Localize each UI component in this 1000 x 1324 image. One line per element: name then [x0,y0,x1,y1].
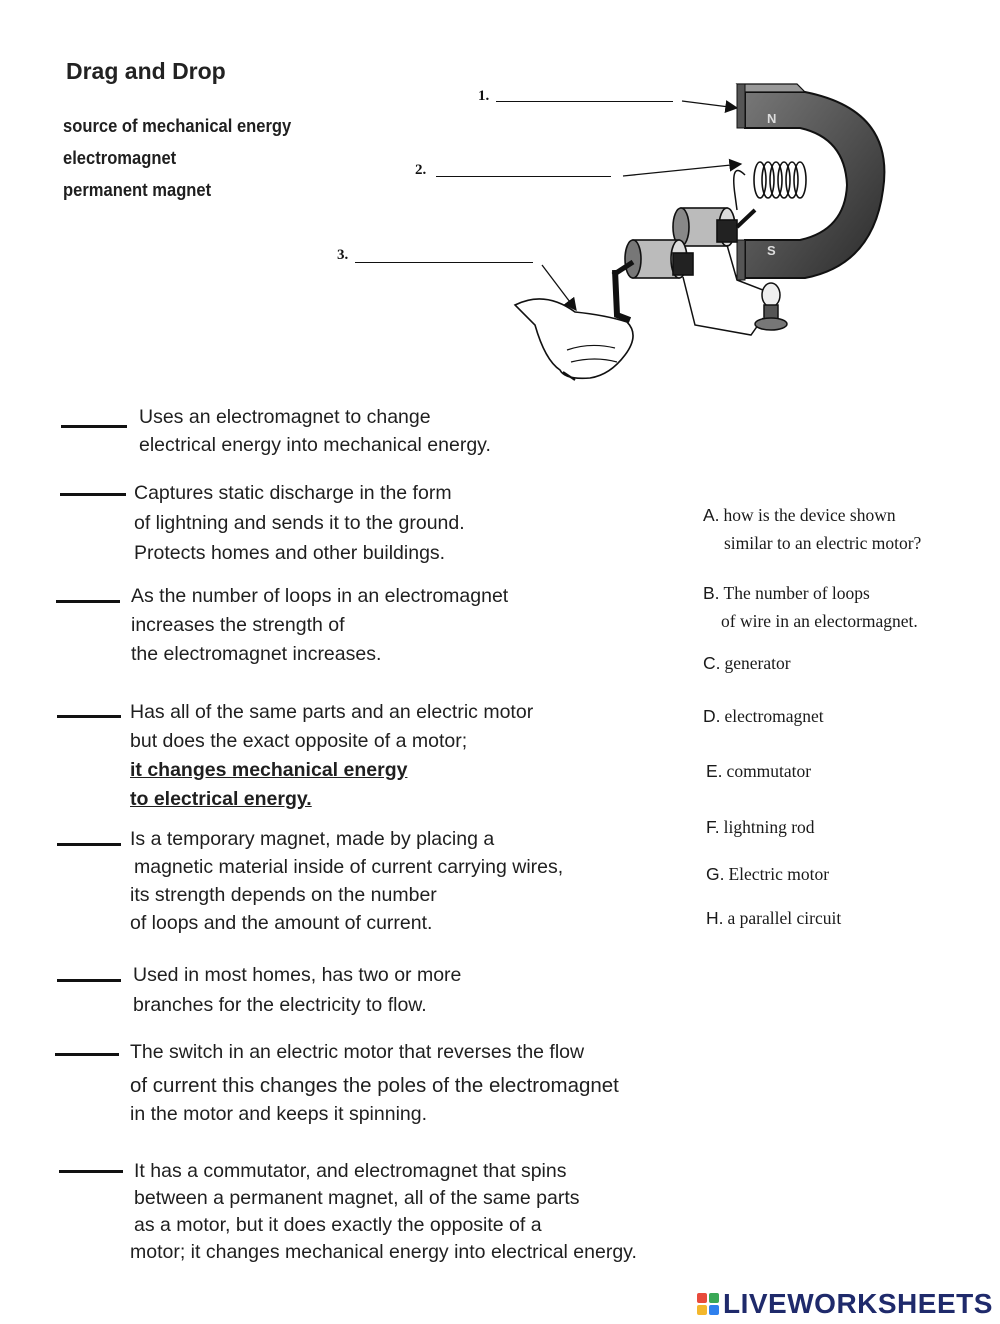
question-line: increases the strength of [131,614,345,636]
question-1 [139,403,491,459]
answer-blank-8[interactable] [59,1170,123,1173]
option-letter: G. [706,864,725,884]
option-b-continued: of wire in an electormagnet. [721,611,918,631]
option-text: how is the device shown [723,505,896,525]
question-3 [131,582,508,669]
option-letter: D. [703,706,721,726]
word-bank-item-permanent-magnet[interactable]: permanent magnet [63,180,212,200]
crank-handle [615,270,630,320]
question-line: Has all of the same parts and an electric motor [130,701,534,723]
answer-blank-4[interactable] [57,715,121,718]
option-letter: B. [703,583,720,603]
option-text: commutator [726,761,812,781]
question-6 [133,960,461,1020]
diagram-label-1: 1. [478,88,490,104]
option-a[interactable] [703,505,896,526]
option-b[interactable] [703,583,870,604]
option-g[interactable] [706,864,829,885]
question-line: the electromagnet increases. [131,643,382,665]
option-letter: F. [706,817,720,837]
brand-name: LIVEWORKSHEETS [723,1288,993,1319]
answer-blank-7[interactable] [55,1053,119,1056]
diagram-label-3: 3. [337,247,349,263]
question-line: electrical energy into mechanical energy. [139,434,491,456]
question-line: of current this changes the poles of the electromagnet [130,1074,619,1097]
option-c[interactable] [703,653,791,674]
question-line: its strength depends on the number [130,884,437,906]
question-5 [130,825,563,937]
question-line: magnetic material inside of current carrying wires, [134,856,564,878]
diagram-label-2: 2. [415,162,427,178]
arrow-2 [623,164,741,176]
question-line: Captures static discharge in the form [134,482,452,504]
option-text: a parallel circuit [727,908,842,928]
question-line: but does the exact opposite of a motor; [130,730,468,752]
question-4 [130,698,533,814]
light-bulb [755,283,787,330]
option-letter: C. [703,653,721,673]
north-pole-label: N [767,111,777,126]
liveworksheets-logo[interactable] [697,1287,993,1321]
coil [754,162,806,198]
word-bank-item-source[interactable]: source of mechanical energy [63,116,292,136]
question-line: Used in most homes, has two or more [133,964,462,986]
answer-blank-3[interactable] [56,600,120,603]
question-line: The switch in an electric motor that reverses the flow [130,1041,585,1063]
arrow-1 [682,101,737,108]
option-a-continued: similar to an electric motor? [724,533,922,553]
liveworksheets-logo-icon [697,1293,719,1315]
question-2 [134,478,465,568]
question-line: as a motor, but it does exactly the opposite of a [134,1214,542,1236]
question-line-emphasis: to electrical energy. [130,788,312,810]
option-text: electromagnet [724,706,824,726]
option-text: generator [724,653,791,673]
question-line: As the number of loops in an electromagnet [131,585,509,607]
option-d[interactable] [703,706,824,727]
answer-blank-5[interactable] [57,843,121,846]
question-line: between a permanent magnet, all of the same parts [134,1187,580,1209]
question-line: Is a temporary magnet, made by placing a [130,828,495,850]
question-7 [130,1036,619,1126]
question-line: Uses an electromagnet to change [139,406,431,428]
question-line: Protects homes and other buildings. [134,542,446,564]
question-8 [130,1158,637,1266]
answer-blank-2[interactable] [60,493,126,496]
option-e[interactable] [706,761,811,782]
slip-rings [625,208,737,278]
option-f[interactable] [706,817,815,838]
option-letter: A. [703,505,720,525]
option-letter: E. [706,761,723,781]
question-line: motor; it changes mechanical energy into electrical energy. [130,1241,637,1263]
option-letter: H. [706,908,724,928]
question-line: of loops and the amount of current. [130,912,433,934]
question-line-emphasis: it changes mechanical energy [130,759,408,781]
option-h[interactable] [706,908,841,929]
answer-blank-1[interactable] [61,425,127,428]
question-line: in the motor and keeps it spinning. [130,1103,428,1125]
option-text: Electric motor [728,864,830,884]
question-line: of lightning and sends it to the ground. [134,512,465,534]
question-line: branches for the electricity to flow. [133,994,427,1016]
option-text: lightning rod [723,817,815,837]
question-line: It has a commutator, and electromagnet that spins [134,1160,567,1182]
word-bank-item-electromagnet[interactable]: electromagnet [63,148,177,168]
page-title: Drag and Drop [66,58,226,84]
answer-blank-6[interactable] [57,979,121,982]
south-pole-label: S [767,243,776,258]
option-text: The number of loops [723,583,870,603]
generator-illustration [505,80,900,390]
